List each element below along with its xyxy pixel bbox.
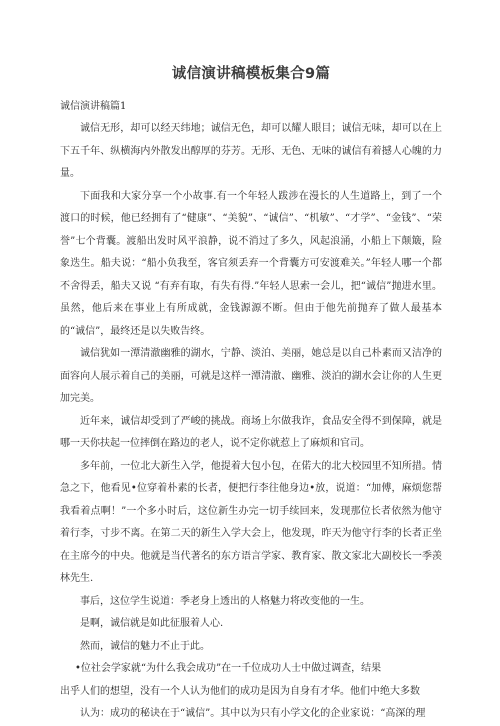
paragraph: 认为：成功的秘诀在于“诚信”。其中以为只有小学文化的企业家说：“高深的理 xyxy=(80,708,426,719)
paragraph: 多年前，一位北大新生入学，他提着大包小包，在偌大的北大校园里不知所措。情急之下，他看见•位穿着朴素的长者，便把行李往他身边•放，说道：“加傅，麻烦您帮我看着点啊！”一个多小时后，这位新生办完一切手续回来，发现那位长者依然为他守着行李，寸步不离。在第二天的新生入学大会上，他发现，昨天为他守行李的长者正坐在主席今的中央。他就是当代著名的东方语言学家、教育家、散文家北大副校长一季羡林先生. xyxy=(60,460,442,584)
paragraph: 诚信犹如一潭清澈幽雅的湖水，宁静、淡泊、美丽，她总是以自己朴素而又洁净的面容向人展示着自己的美丽，可就是这样一潭清澈、幽雅、淡泊的湖水会让你的人生更加完美。 xyxy=(60,348,442,404)
paragraph: •位社会学家就“为什么我会成功”在一千位成功人士中做过调查，结果 xyxy=(75,663,382,674)
paragraph: 下面我和大家分享一个小故事.有一个年轻人跋涉在漫长的人生道路上，到了一个渡口的时候，他已经拥有了“健康”、“美貌”、“诚信”、“机敏”、“才学”、“金钱”、“荣誉”七个背囊。渡船出发时风平浪静，说不消过了多久，风起浪涌，小船上下颠簸，险象迭生。船夫说：“船小负我至，客官须丢弃一个背囊方可安渡难关。”年轻人哪一个都不舍得丢，船夫又说 “有弃有取，有失有得.”年轻人思索一会儿，把“诚信”抛进水里。虽然，他后来在事业上有所成就，金钱源源不断。但由于他先前抛弃了做人最基本的“诚信”，最终还是以失败告终。 xyxy=(60,190,442,337)
paragraph: 是啊，诚信就是如此征服着人心. xyxy=(80,618,224,629)
paragraph: 事后，这位学生说道：季老身上透出的人格魅力将改变他的一生。 xyxy=(80,595,370,607)
paragraph: 然而，诚信的魅力不止于此。 xyxy=(80,640,210,652)
document-title: 诚信演讲稿模板集合9篇 xyxy=(171,66,331,82)
section-heading: 诚信演讲稿篇1 xyxy=(60,101,127,112)
paragraph: 诚信无形，却可以经天纬地；诚信无色，却可以耀人眼目；诚信无味，却可以在上下五千年、纵横海内外散发出醇厚的芬芳。无形、无色、无味的诚信有着撼人心魄的力量。 xyxy=(60,123,442,179)
paragraph: 近年来，诚信却受到了严峻的挑战。商场上尔做我诈，食品安全得不到保障，就是哪一天你扶起一位摔倒在路边的老人，说不定你就惹上了麻烦和官司。 xyxy=(60,415,442,449)
paragraph: 出乎人们的想望，没有一个人认为他们的成功是因为自身有才华。他们中绝大多数 xyxy=(60,685,420,697)
